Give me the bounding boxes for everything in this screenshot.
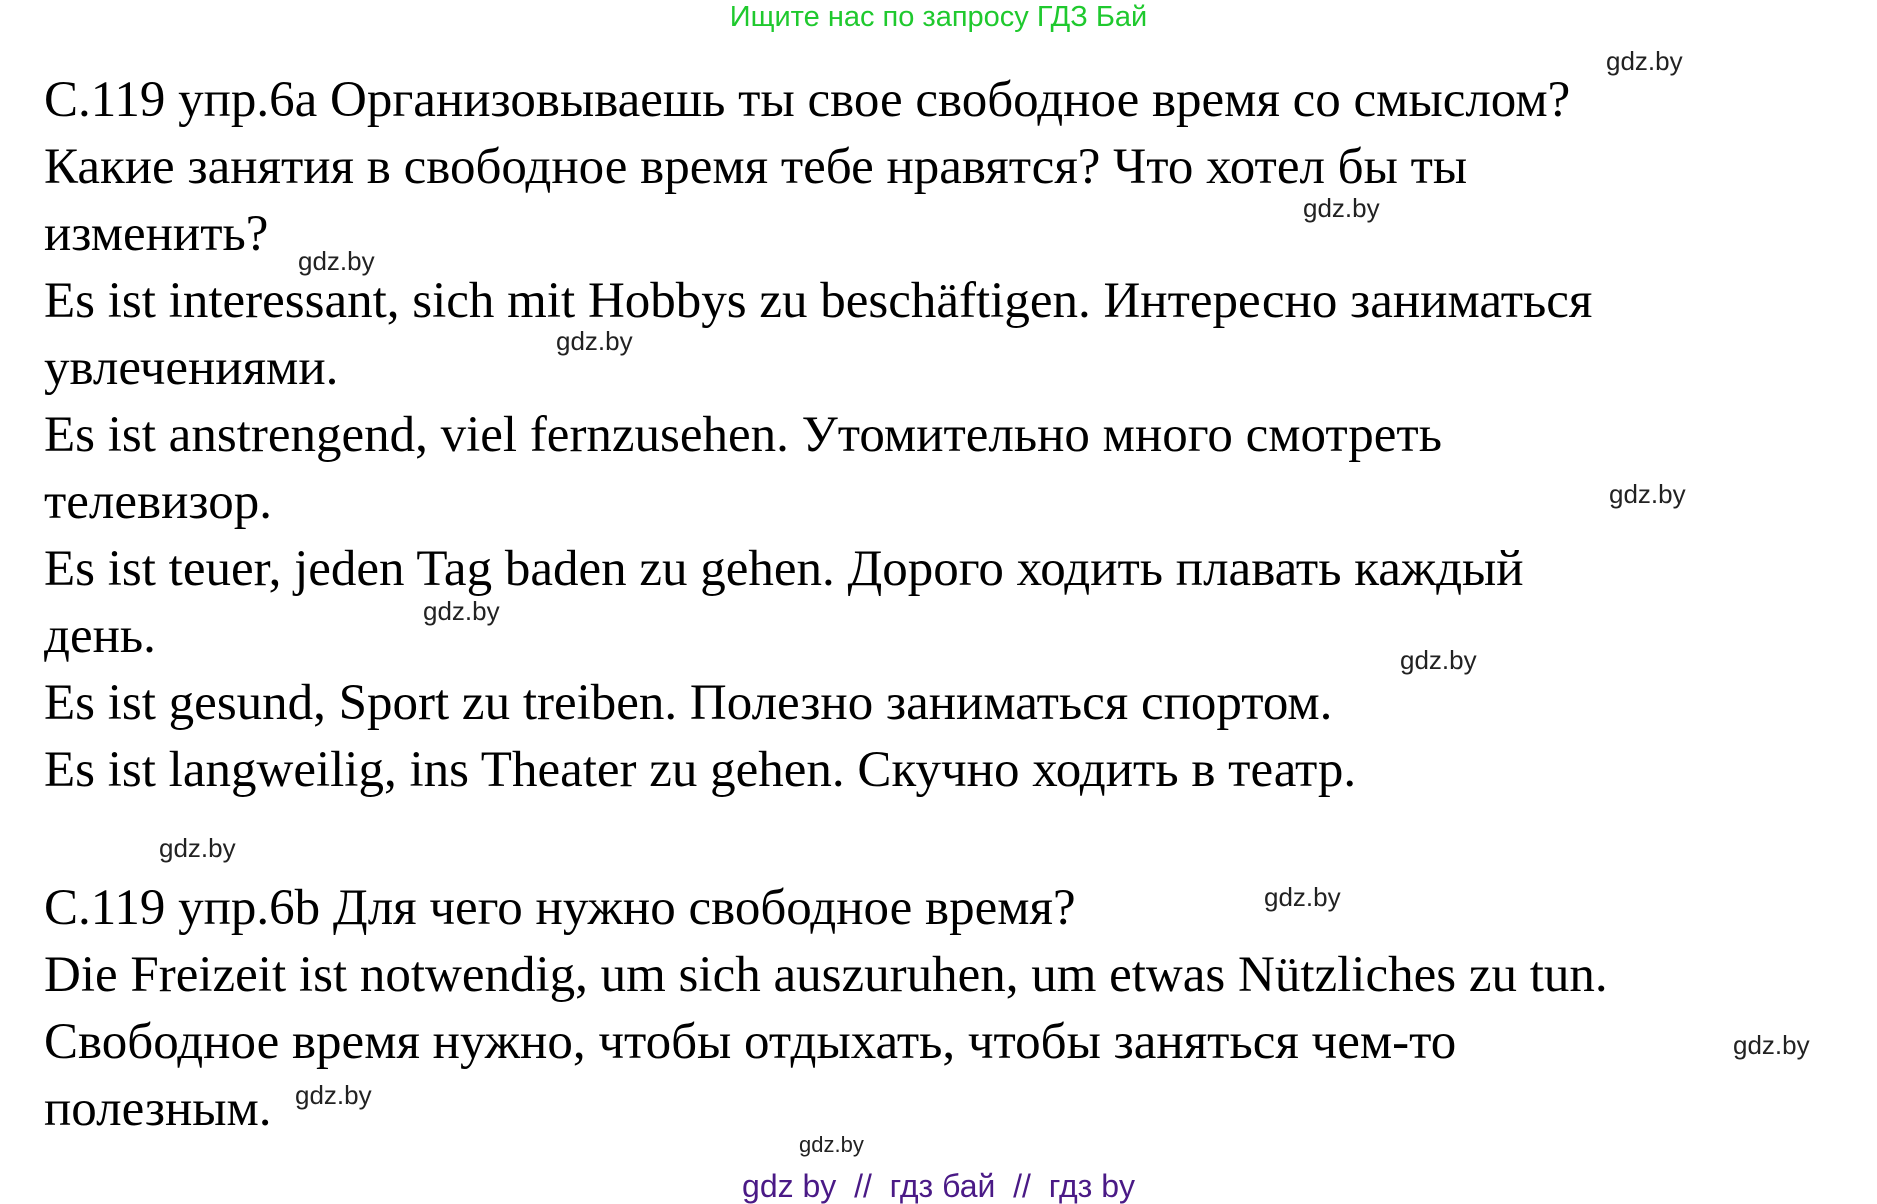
watermark: gdz.by: [423, 596, 500, 626]
watermark: gdz.by: [556, 326, 633, 356]
watermark: gdz.by: [295, 1080, 372, 1110]
exercise-6a-question-line-1: С.119 упр.6а Организовываешь ты свое свободное время со смыслом?: [44, 72, 1571, 128]
watermark: gdz.by: [1400, 645, 1477, 675]
answer-6b-german: Die Freizeit ist notwendig, um sich auszuruhen, um etwas Nützliches zu tun.: [44, 947, 1608, 1003]
answer-line-sport: Es ist gesund, Sport zu treiben. Полезно заниматься спортом.: [44, 675, 1333, 731]
exercise-6a-question-line-3: изменить?: [44, 206, 269, 262]
watermark: gdz.by: [1606, 46, 1683, 76]
watermark: gdz.by: [1303, 193, 1380, 223]
answer-6b-russian-cont: полезным.: [44, 1081, 272, 1137]
watermark: gdz.by: [1609, 479, 1686, 509]
watermark: gdz.by: [159, 833, 236, 863]
watermark: gdz.by: [1733, 1030, 1810, 1060]
exercise-6b-question: С.119 упр.6b Для чего нужно свободное время?: [44, 880, 1076, 936]
exercise-6a-question-line-2: Какие занятия в свободное время тебе нравятся? Что хотел бы ты: [44, 139, 1468, 195]
watermark: gdz.by: [1264, 882, 1341, 912]
answer-line-theater: Es ist langweilig, ins Theater zu gehen. Скучно ходить в театр.: [44, 742, 1357, 798]
answer-line-hobbys: Es ist interessant, sich mit Hobbys zu beschäftigen. Интересно заниматься: [44, 273, 1593, 329]
answer-6b-russian: Свободное время нужно, чтобы отдыхать, чтобы заняться чем-то: [44, 1014, 1457, 1070]
watermark: gdz.by: [799, 1132, 864, 1157]
watermark: gdz.by: [298, 246, 375, 276]
answer-line-baden-cont: день.: [44, 608, 156, 664]
answer-line-hobbys-cont: увлечениями.: [44, 340, 339, 396]
answer-line-baden: Es ist teuer, jeden Tag baden zu gehen. Дорого ходить плавать каждый: [44, 541, 1524, 597]
search-hint-banner: Ищите нас по запросу ГДЗ Бай: [729, 1, 1148, 33]
answer-line-fernsehen-cont: телевизор.: [44, 474, 272, 530]
answer-line-fernsehen: Es ist anstrengend, viel fernzusehen. Утомительно много смотреть: [44, 407, 1442, 463]
footer-site-links: gdz by // гдз бай // гдз by: [742, 1168, 1135, 1204]
